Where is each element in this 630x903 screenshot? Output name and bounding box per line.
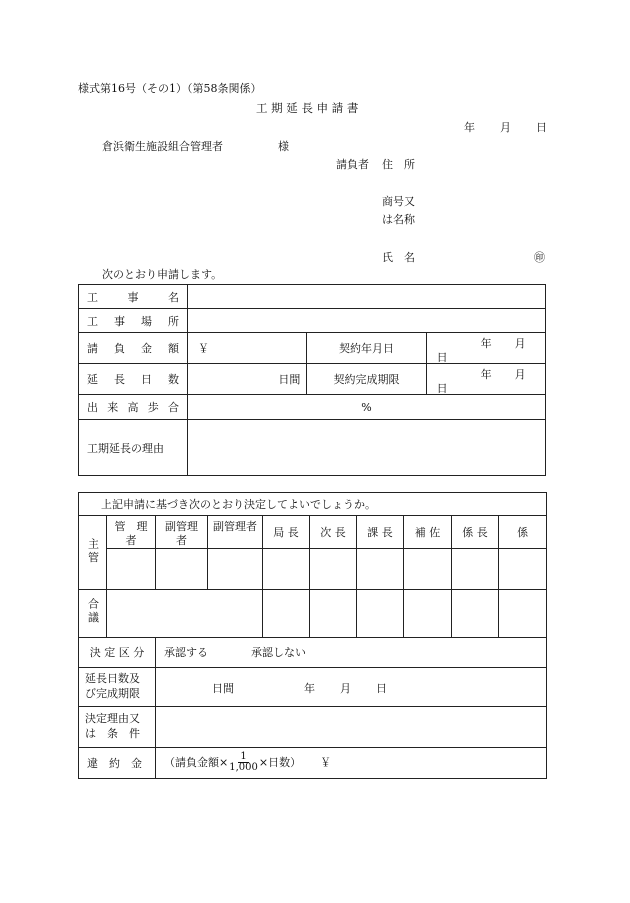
application-table bbox=[78, 284, 546, 476]
goki-row bbox=[79, 589, 547, 637]
shukan-label bbox=[79, 516, 107, 590]
seal-cell[interactable] bbox=[404, 589, 452, 637]
header-kanrisha: 管 理者 bbox=[107, 516, 156, 549]
header-row bbox=[79, 516, 547, 549]
header-fuku-kanrisha-1: 副管理者 bbox=[156, 516, 208, 549]
field-extension[interactable] bbox=[156, 667, 547, 706]
header-kacho: 課 長 bbox=[357, 516, 404, 549]
seal-cell[interactable] bbox=[156, 548, 208, 589]
field-reason[interactable] bbox=[188, 420, 546, 476]
fraction-numerator: 1 bbox=[240, 750, 247, 762]
applicant-role: 請負者 bbox=[336, 158, 369, 171]
label-contract-amount: 請 負 金 額 bbox=[79, 333, 188, 364]
deadline-year: 年 bbox=[480, 368, 492, 381]
form-number: 様式第16号（その1）（第58条関係） bbox=[78, 82, 262, 95]
row-extension-days bbox=[79, 364, 546, 395]
field-penalty[interactable] bbox=[156, 747, 547, 778]
trade-name-label-2: は名称 bbox=[382, 213, 415, 226]
contract-date-month: 月 bbox=[514, 337, 526, 350]
field-decision-reason[interactable] bbox=[156, 706, 547, 747]
seal-cell[interactable] bbox=[310, 589, 357, 637]
label-decision: 決 定 区 分 bbox=[79, 637, 156, 667]
field-completion-deadline[interactable] bbox=[426, 364, 545, 395]
extension-row bbox=[79, 667, 547, 706]
label-extension: 延長日数及び完成期限 bbox=[79, 667, 156, 706]
ext-days-unit: 日間 bbox=[212, 681, 234, 695]
formula-prefix: （請負金額× bbox=[164, 755, 229, 769]
field-contract-amount[interactable] bbox=[188, 333, 307, 364]
header-kakaricho: 係 長 bbox=[452, 516, 499, 549]
header-kakari: 係 bbox=[499, 516, 547, 549]
date-day: 日 bbox=[536, 121, 547, 134]
goki-text: 合議 bbox=[86, 598, 100, 625]
address-label: 住 所 bbox=[382, 158, 415, 171]
reason-row bbox=[79, 706, 547, 747]
seal-cell[interactable] bbox=[263, 589, 310, 637]
decision-intro-row bbox=[79, 493, 547, 516]
days-unit: 日間 bbox=[278, 373, 301, 386]
name-label: 氏 名 bbox=[382, 251, 415, 264]
fraction-denominator: 1,000 bbox=[229, 762, 258, 773]
row-progress-rate bbox=[79, 395, 546, 420]
decision-table bbox=[78, 492, 547, 779]
field-project-name[interactable] bbox=[188, 285, 546, 309]
seal-cell[interactable] bbox=[208, 548, 263, 589]
label-project-name: 工 事 名 bbox=[79, 285, 188, 309]
intro-text: 次のとおり申請します。 bbox=[102, 268, 223, 281]
option-disapprove[interactable]: 承認しない bbox=[251, 646, 306, 659]
header-jicho: 次 長 bbox=[310, 516, 357, 549]
ext-month: 月 bbox=[340, 681, 351, 695]
addressee-name: 倉浜衛生施設組合管理者 bbox=[102, 140, 223, 153]
seal-cell[interactable] bbox=[452, 548, 499, 589]
goki-seal-wide[interactable] bbox=[107, 589, 263, 637]
shukan-text: 主管 bbox=[86, 537, 100, 564]
field-contract-date[interactable] bbox=[426, 333, 545, 364]
label-completion-deadline: 契約完成期限 bbox=[307, 364, 426, 395]
label-contract-date: 契約年月日 bbox=[307, 333, 426, 364]
seal-cell[interactable] bbox=[499, 589, 547, 637]
yen-symbol: ￥ bbox=[198, 342, 209, 355]
penalty-yen: ￥ bbox=[320, 755, 332, 769]
goki-label bbox=[79, 589, 107, 637]
seal-cell[interactable] bbox=[499, 548, 547, 589]
formula-suffix: ×日数） bbox=[258, 755, 302, 769]
seal-cell[interactable] bbox=[404, 548, 452, 589]
seal-mark: ㊞ bbox=[534, 251, 545, 264]
seal-cell[interactable] bbox=[107, 548, 156, 589]
ext-year: 年 bbox=[304, 681, 315, 695]
deadline-month: 月 bbox=[514, 368, 526, 381]
label-decision-reason: 決定理由又は 条 件 bbox=[79, 706, 156, 747]
decision-intro: 上記申請に基づき次のとおり決定してよいでしょうか。 bbox=[79, 493, 547, 516]
header-hosa: 補 佐 bbox=[404, 516, 452, 549]
header-kyokucho: 局 長 bbox=[263, 516, 310, 549]
label-extension-days: 延 長 日 数 bbox=[79, 364, 188, 395]
seal-cell[interactable] bbox=[452, 589, 499, 637]
fraction bbox=[229, 752, 258, 774]
deadline-day: 日 bbox=[436, 382, 448, 395]
document-title: 工 期 延 長 申 請 書 bbox=[256, 101, 359, 115]
label-progress-rate: 出 来 高 歩 合 bbox=[79, 395, 188, 420]
percent-symbol: % bbox=[361, 400, 372, 414]
field-progress-rate[interactable] bbox=[188, 395, 546, 420]
seal-cell[interactable] bbox=[263, 548, 310, 589]
row-project-name bbox=[79, 285, 546, 309]
field-decision[interactable] bbox=[156, 637, 547, 667]
trade-name-label-1: 商号又 bbox=[382, 195, 415, 208]
ext-day: 日 bbox=[376, 681, 387, 695]
seal-cell[interactable] bbox=[357, 589, 404, 637]
field-project-site[interactable] bbox=[188, 309, 546, 333]
label-reason: 工期延長の理由 bbox=[79, 420, 188, 476]
shukan-seal-row bbox=[79, 548, 547, 589]
row-project-site bbox=[79, 309, 546, 333]
date-month: 月 bbox=[500, 121, 511, 134]
penalty-row bbox=[79, 747, 547, 778]
row-contract-amount bbox=[79, 333, 546, 364]
decision-row bbox=[79, 637, 547, 667]
field-extension-days[interactable] bbox=[188, 364, 307, 395]
contract-date-year: 年 bbox=[480, 337, 492, 350]
label-project-site: 工 事 場 所 bbox=[79, 309, 188, 333]
seal-cell[interactable] bbox=[310, 548, 357, 589]
date-year: 年 bbox=[464, 121, 475, 134]
label-penalty: 違 約 金 bbox=[79, 747, 156, 778]
contract-date-day: 日 bbox=[436, 351, 448, 364]
header-fuku-kanrisha-2: 副管理者 bbox=[208, 516, 263, 549]
row-reason bbox=[79, 420, 546, 476]
seal-cell[interactable] bbox=[357, 548, 404, 589]
option-approve[interactable]: 承認する bbox=[164, 646, 208, 659]
addressee-honorific: 様 bbox=[278, 140, 289, 153]
